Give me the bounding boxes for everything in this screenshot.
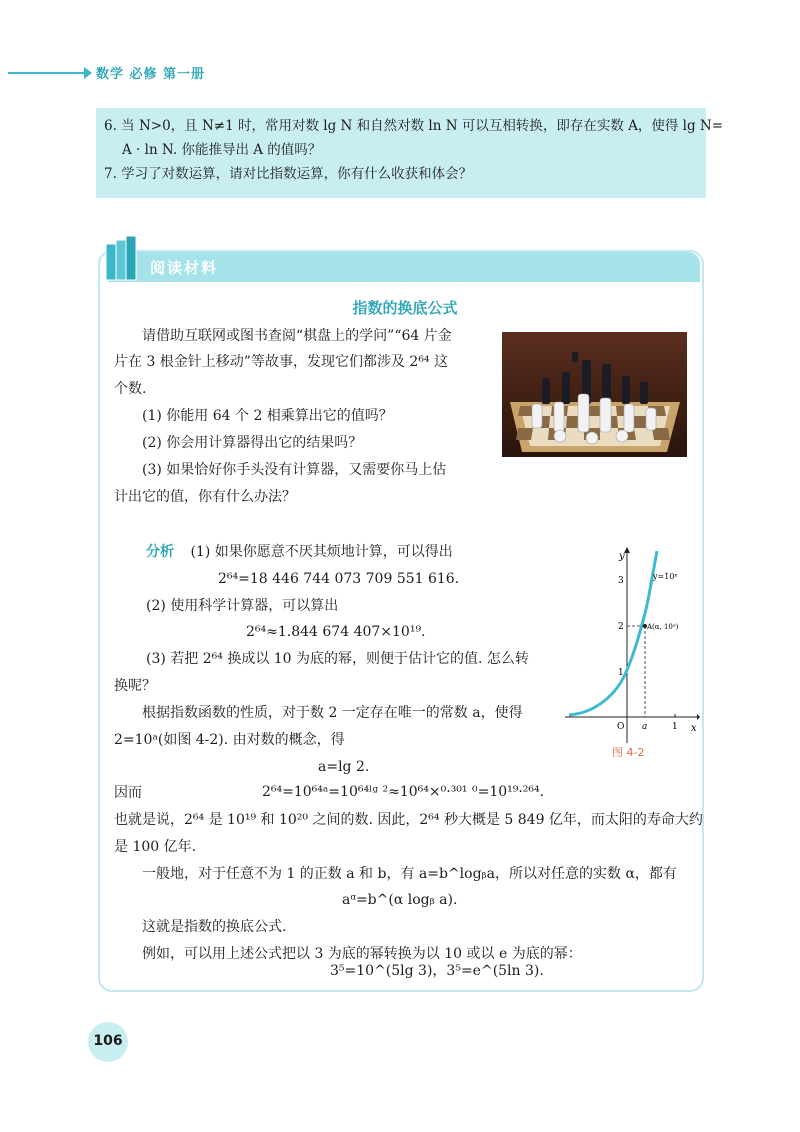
intro-line3: 个数. <box>114 381 147 397</box>
paragraph-1-line2: 2=10ᵃ(如图 4-2). 由对数的概念，得 <box>114 732 345 748</box>
y-axis-arrow-icon <box>624 547 630 553</box>
book-stack-icon <box>102 234 142 282</box>
equation-5: aᵅ=b^(α logᵦ a). <box>342 892 458 908</box>
x-axis-label: x <box>691 723 697 734</box>
exponential-graph <box>565 545 700 745</box>
x-axis-arrow-icon <box>697 714 700 720</box>
tick-x-a: a <box>642 722 648 732</box>
curve-y-equals-10-to-x <box>569 551 657 715</box>
paragraph-1-line1: 根据指数函数的性质，对于数 2 一定存在唯一的常数 a，使得 <box>142 705 523 721</box>
paragraph-2-line1: 也就是说，2⁶⁴ 是 10¹⁹ 和 10²⁰ 之间的数. 因此，2⁶⁴ 秒大概是 5 849 亿年，而太阳的寿命大约 <box>114 812 703 828</box>
question-3-line1: (3) 如果恰好你手头没有计算器，又需要你马上估 <box>142 462 447 478</box>
equation-3: a=lg 2. <box>318 759 370 775</box>
analysis-1: (1) 如果你愿意不厌其烦地计算，可以得出 <box>190 544 453 560</box>
exercise-6-line2: A · ln N. 你能推导出 A 的值吗？ <box>122 142 322 158</box>
page-number: 106 <box>93 1033 123 1049</box>
analysis-label: 分析 <box>146 544 174 560</box>
equation-6: 3⁵=10^(5lg 3)，3⁵=e^(5ln 3). <box>330 963 544 979</box>
analysis-3-line2: 换呢？ <box>114 678 156 694</box>
tick-y-2: 2 <box>618 622 624 632</box>
running-header: 数学 必修 第一册 <box>96 67 206 82</box>
paragraph-5: 例如，可以用上述公式把以 3 为底的幂转换为以 10 或以 e 为底的幂： <box>142 946 582 962</box>
header-arrow-icon <box>84 67 92 79</box>
paragraph-2-line2: 是 100 亿年. <box>114 839 197 855</box>
question-2: (2) 你会用计算器得出它的结果吗？ <box>142 435 363 451</box>
point-label: A(α, 10ᵅ) <box>647 623 679 631</box>
intro-line1: 请借助互联网或图书查阅“棋盘上的学问”“64 片金 <box>142 328 452 344</box>
tick-y-1: 1 <box>618 668 624 678</box>
analysis-2: (2) 使用科学计算器，可以算出 <box>146 598 339 614</box>
question-3-line2: 计出它的值，你有什么办法？ <box>114 489 296 505</box>
question-1: (1) 你能用 64 个 2 相乘算出它的值吗？ <box>142 408 393 424</box>
tick-x-1: 1 <box>672 722 678 732</box>
equation-2: 2⁶⁴≈1.844 674 407×10¹⁹. <box>246 624 426 640</box>
hence-label: 因而 <box>114 785 142 801</box>
curve-label: y=10ˣ <box>653 572 678 581</box>
reading-material-label: 阅读材料 <box>150 259 219 277</box>
equation-1: 2⁶⁴=18 446 744 073 709 551 616. <box>218 571 460 587</box>
section-title: 指数的换底公式 <box>352 299 458 317</box>
figure-caption: 图 4-2 <box>612 746 645 759</box>
exercise-7: 7. 学习了对数运算，请对比指数运算，你有什么收获和体会？ <box>104 166 473 182</box>
analysis-3-line1: (3) 若把 2⁶⁴ 换成以 10 为底的幂，则便于估计它的值. 怎么转 <box>146 651 529 667</box>
origin-label: O <box>617 722 625 732</box>
exercise-6-line1: 6. 当 N>0，且 N≠1 时，常用对数 lg N 和自然对数 ln N 可以互相转换，即存在实数 A，使得 lg N= <box>104 118 724 134</box>
y-axis-label: y <box>619 551 625 562</box>
chessboard-photo <box>502 332 687 457</box>
paragraph-3: 一般地，对于任意不为 1 的正数 a 和 b，有 a=b^logᵦa，所以对任意的实数 α，都有 <box>142 866 677 882</box>
tick-y-3: 3 <box>618 576 624 586</box>
intro-line2: 片在 3 根金针上移动”等故事，发现它们都涉及 2⁶⁴ 这 <box>114 354 448 370</box>
header-rule <box>8 72 86 74</box>
paragraph-4: 这就是指数的换底公式. <box>142 919 287 935</box>
equation-4: 2⁶⁴=10⁶⁴ᵃ=10⁶⁴ˡᵍ ²≈10⁶⁴×⁰·³⁰¹ ⁰=10¹⁹·²⁶⁴. <box>262 784 545 800</box>
